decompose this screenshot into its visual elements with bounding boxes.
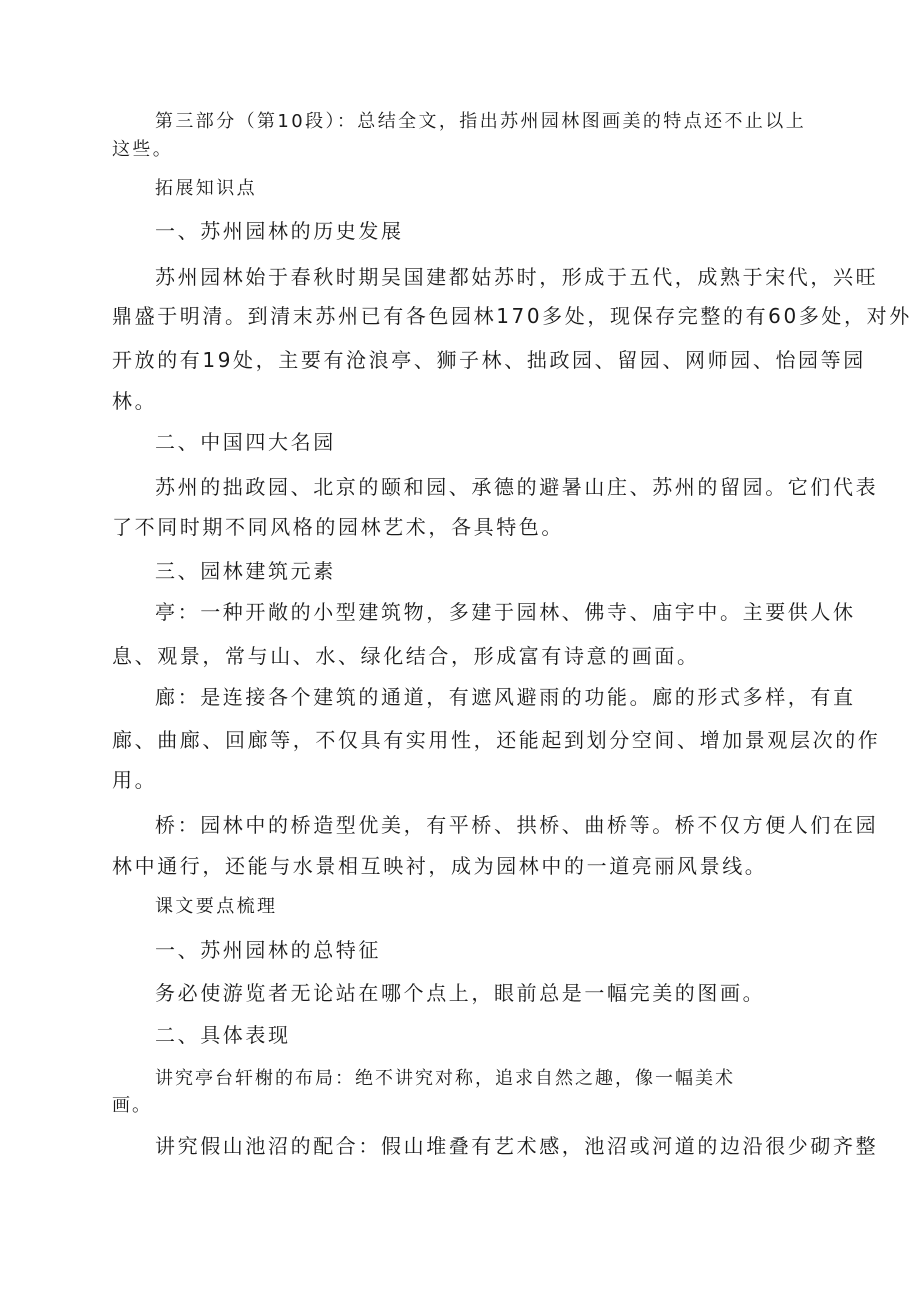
four-gardens-line-1: 苏州的拙政园、北京的颐和园、承德的避暑山庄、苏州的留园。它们代表 [155,475,879,499]
four-gardens-heading: 二、中国四大名园 [155,430,336,454]
history-line-2: 鼎盛于明清。到清末苏州已有各色园林170多处，现保存完整的有60多处，对外 [112,304,912,328]
rockery-line-1: 讲究假山池沼的配合：假山堆叠有艺术感，池沼或河道的边沿很少砌齐整 [155,1134,879,1158]
bridge-line-1: 桥：园林中的桥造型优美，有平桥、拱桥、曲桥等。桥不仅方便人们在园 [155,813,879,837]
layout-line-1: 讲究亭台轩榭的布局：绝不讲究对称，追求自然之趣，像一幅美术 [155,1068,735,1089]
part3-line-1: 第三部分（第10段）：总结全文，指出苏州园林图画美的特点还不止以上 [155,111,807,132]
overall-line: 务必使游览者无论站在哪个点上，眼前总是一幅完美的图画。 [155,981,766,1005]
elements-heading: 三、园林建筑元素 [155,559,336,583]
four-gardens-line-2: 了不同时期不同风格的园林艺术，各具特色。 [112,515,564,539]
bridge-line-2: 林中通行，还能与水景相互映衬，成为园林中的一道亮丽风景线。 [112,854,768,878]
overall-heading: 一、苏州园林的总特征 [155,938,381,962]
corridor-line-3: 用。 [112,768,158,792]
history-line-3: 开放的有19处，主要有沧浪亭、狮子林、拙政园、留园、网师园、怡园等园 [112,348,866,372]
pavilion-line-2: 息、观景，常与山、水、绿化结合，形成富有诗意的画面。 [112,644,700,668]
part3-line-2: 这些。 [112,139,174,160]
pavilion-line-1: 亭：一种开敞的小型建筑物，多建于园林、佛寺、庙宇中。主要供人休 [155,600,856,624]
history-line-1: 苏州园林始于春秋时期吴国建都姑苏时，形成于五代，成熟于宋代，兴旺 [155,265,879,289]
corridor-line-2: 廊、曲廊、回廊等，不仅具有实用性，还能起到划分空间、增加景观层次的作 [112,728,881,752]
history-line-4: 林。 [112,389,158,413]
extension-title: 拓展知识点 [155,178,257,199]
specific-heading: 二、具体表现 [155,1023,291,1047]
history-heading: 一、苏州园林的历史发展 [155,219,404,243]
layout-line-2: 画。 [112,1095,152,1116]
corridor-line-1: 廊：是连接各个建筑的通道，有遮风避雨的功能。廊的形式多样，有直 [155,685,856,709]
summary-title: 课文要点梳理 [155,896,278,917]
